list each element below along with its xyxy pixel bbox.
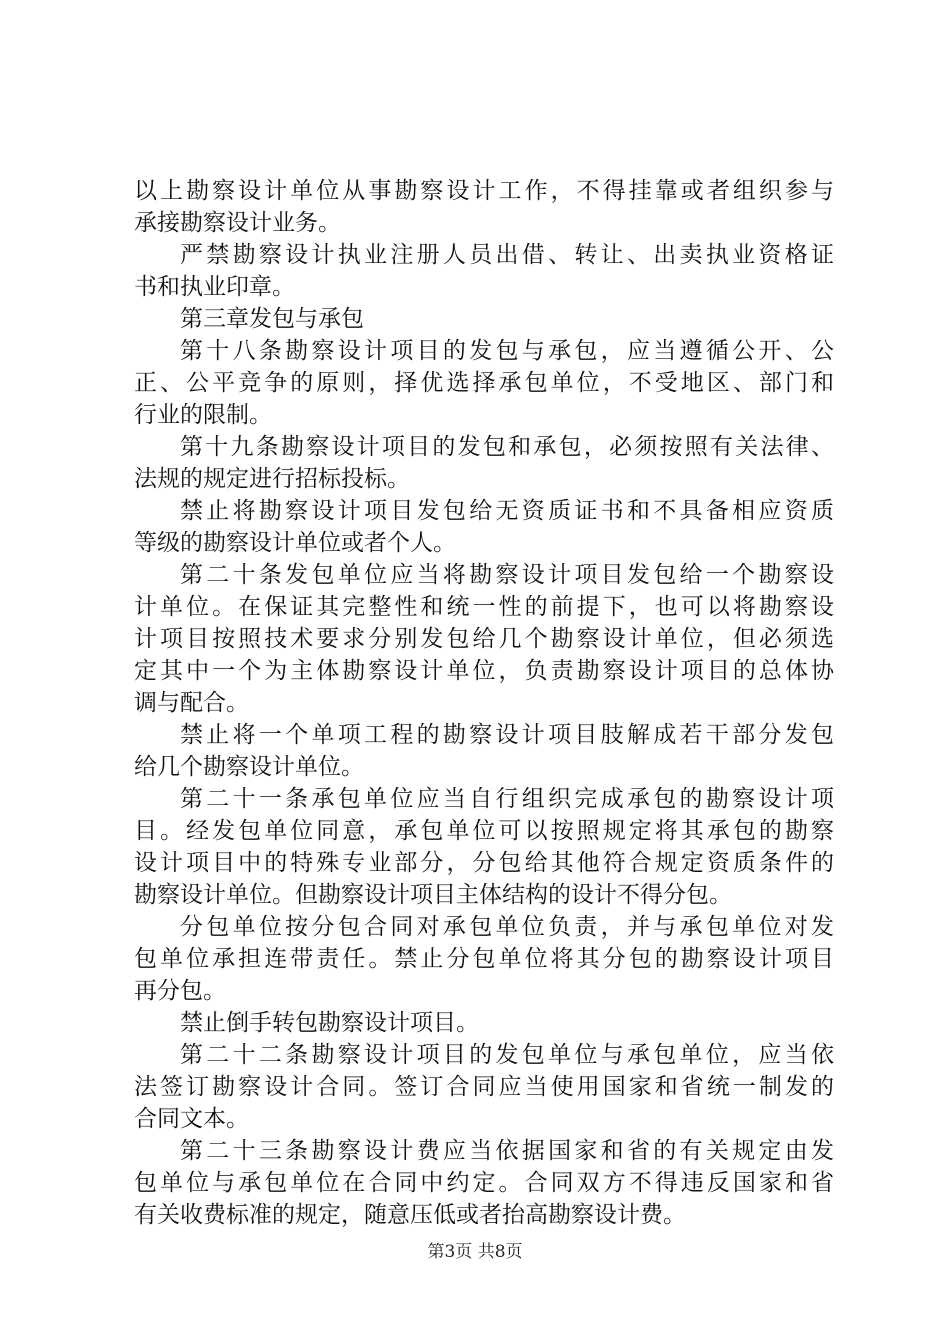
text-line: 第二十二条勘察设计项目的发包单位与承包单位，应当依 <box>180 1042 834 1068</box>
document-body <box>134 175 834 1231</box>
text-line: 计项目按照技术要求分别发包给几个勘察设计单位，但必须选 <box>134 626 834 652</box>
text-line: 给几个勘察设计单位。 <box>134 754 364 780</box>
text-line: 目。经发包单位同意，承包单位可以按照规定将其承包的勘察 <box>134 818 834 844</box>
text-line: 勘察设计单位。但勘察设计项目主体结构的设计不得分包。 <box>134 882 732 908</box>
text-line: 第十九条勘察设计项目的发包和承包，必须按照有关法律、 <box>180 434 834 460</box>
text-line: 第三章发包与承包 <box>180 306 364 332</box>
text-line: 计单位。在保证其完整性和统一性的前提下，也可以将勘察设 <box>134 594 834 620</box>
text-line: 分包单位按分包合同对承包单位负责，并与承包单位对发 <box>180 914 834 940</box>
text-line: 包单位承担连带责任。禁止分包单位将其分包的勘察设计项目 <box>134 946 834 972</box>
text-line: 合同文本。 <box>134 1106 249 1132</box>
text-line: 法规的规定进行招标投标。 <box>134 466 410 492</box>
text-line: 设计项目中的特殊专业部分，分包给其他符合规定资质条件的 <box>134 850 834 876</box>
text-line: 调与配合。 <box>134 690 249 716</box>
text-line: 再分包。 <box>134 978 226 1004</box>
text-line: 定其中一个为主体勘察设计单位，负责勘察设计项目的总体协 <box>134 658 834 684</box>
text-line: 禁止倒手转包勘察设计项目。 <box>180 1010 479 1036</box>
text-line: 法签订勘察设计合同。签订合同应当使用国家和省统一制发的 <box>134 1074 834 1100</box>
text-line: 行业的限制。 <box>134 402 272 428</box>
text-line: 禁止将勘察设计项目发包给无资质证书和不具备相应资质 <box>180 498 834 524</box>
text-line: 包单位与承包单位在合同中约定。合同双方不得违反国家和省 <box>134 1170 834 1196</box>
text-line: 禁止将一个单项工程的勘察设计项目肢解成若干部分发包 <box>180 722 834 748</box>
page-number-footer: 第3页 共8页 <box>427 1242 523 1262</box>
text-line: 严禁勘察设计执业注册人员出借、转让、出卖执业资格证 <box>180 242 834 268</box>
text-line: 承接勘察设计业务。 <box>134 210 341 236</box>
text-line: 正、公平竞争的原则，择优选择承包单位，不受地区、部门和 <box>134 370 834 396</box>
text-line: 书和执业印章。 <box>134 274 295 300</box>
text-line: 第二十一条承包单位应当自行组织完成承包的勘察设计项 <box>180 786 834 812</box>
text-line: 等级的勘察设计单位或者个人。 <box>134 530 456 556</box>
text-line: 有关收费标准的规定，随意压低或者抬高勘察设计费。 <box>134 1202 686 1228</box>
text-line: 第十八条勘察设计项目的发包与承包，应当遵循公开、公 <box>180 338 834 364</box>
text-line: 第二十条发包单位应当将勘察设计项目发包给一个勘察设 <box>180 562 834 588</box>
text-line: 第二十三条勘察设计费应当依据国家和省的有关规定由发 <box>180 1138 834 1164</box>
text-line: 以上勘察设计单位从事勘察设计工作，不得挂靠或者组织参与 <box>134 178 834 204</box>
